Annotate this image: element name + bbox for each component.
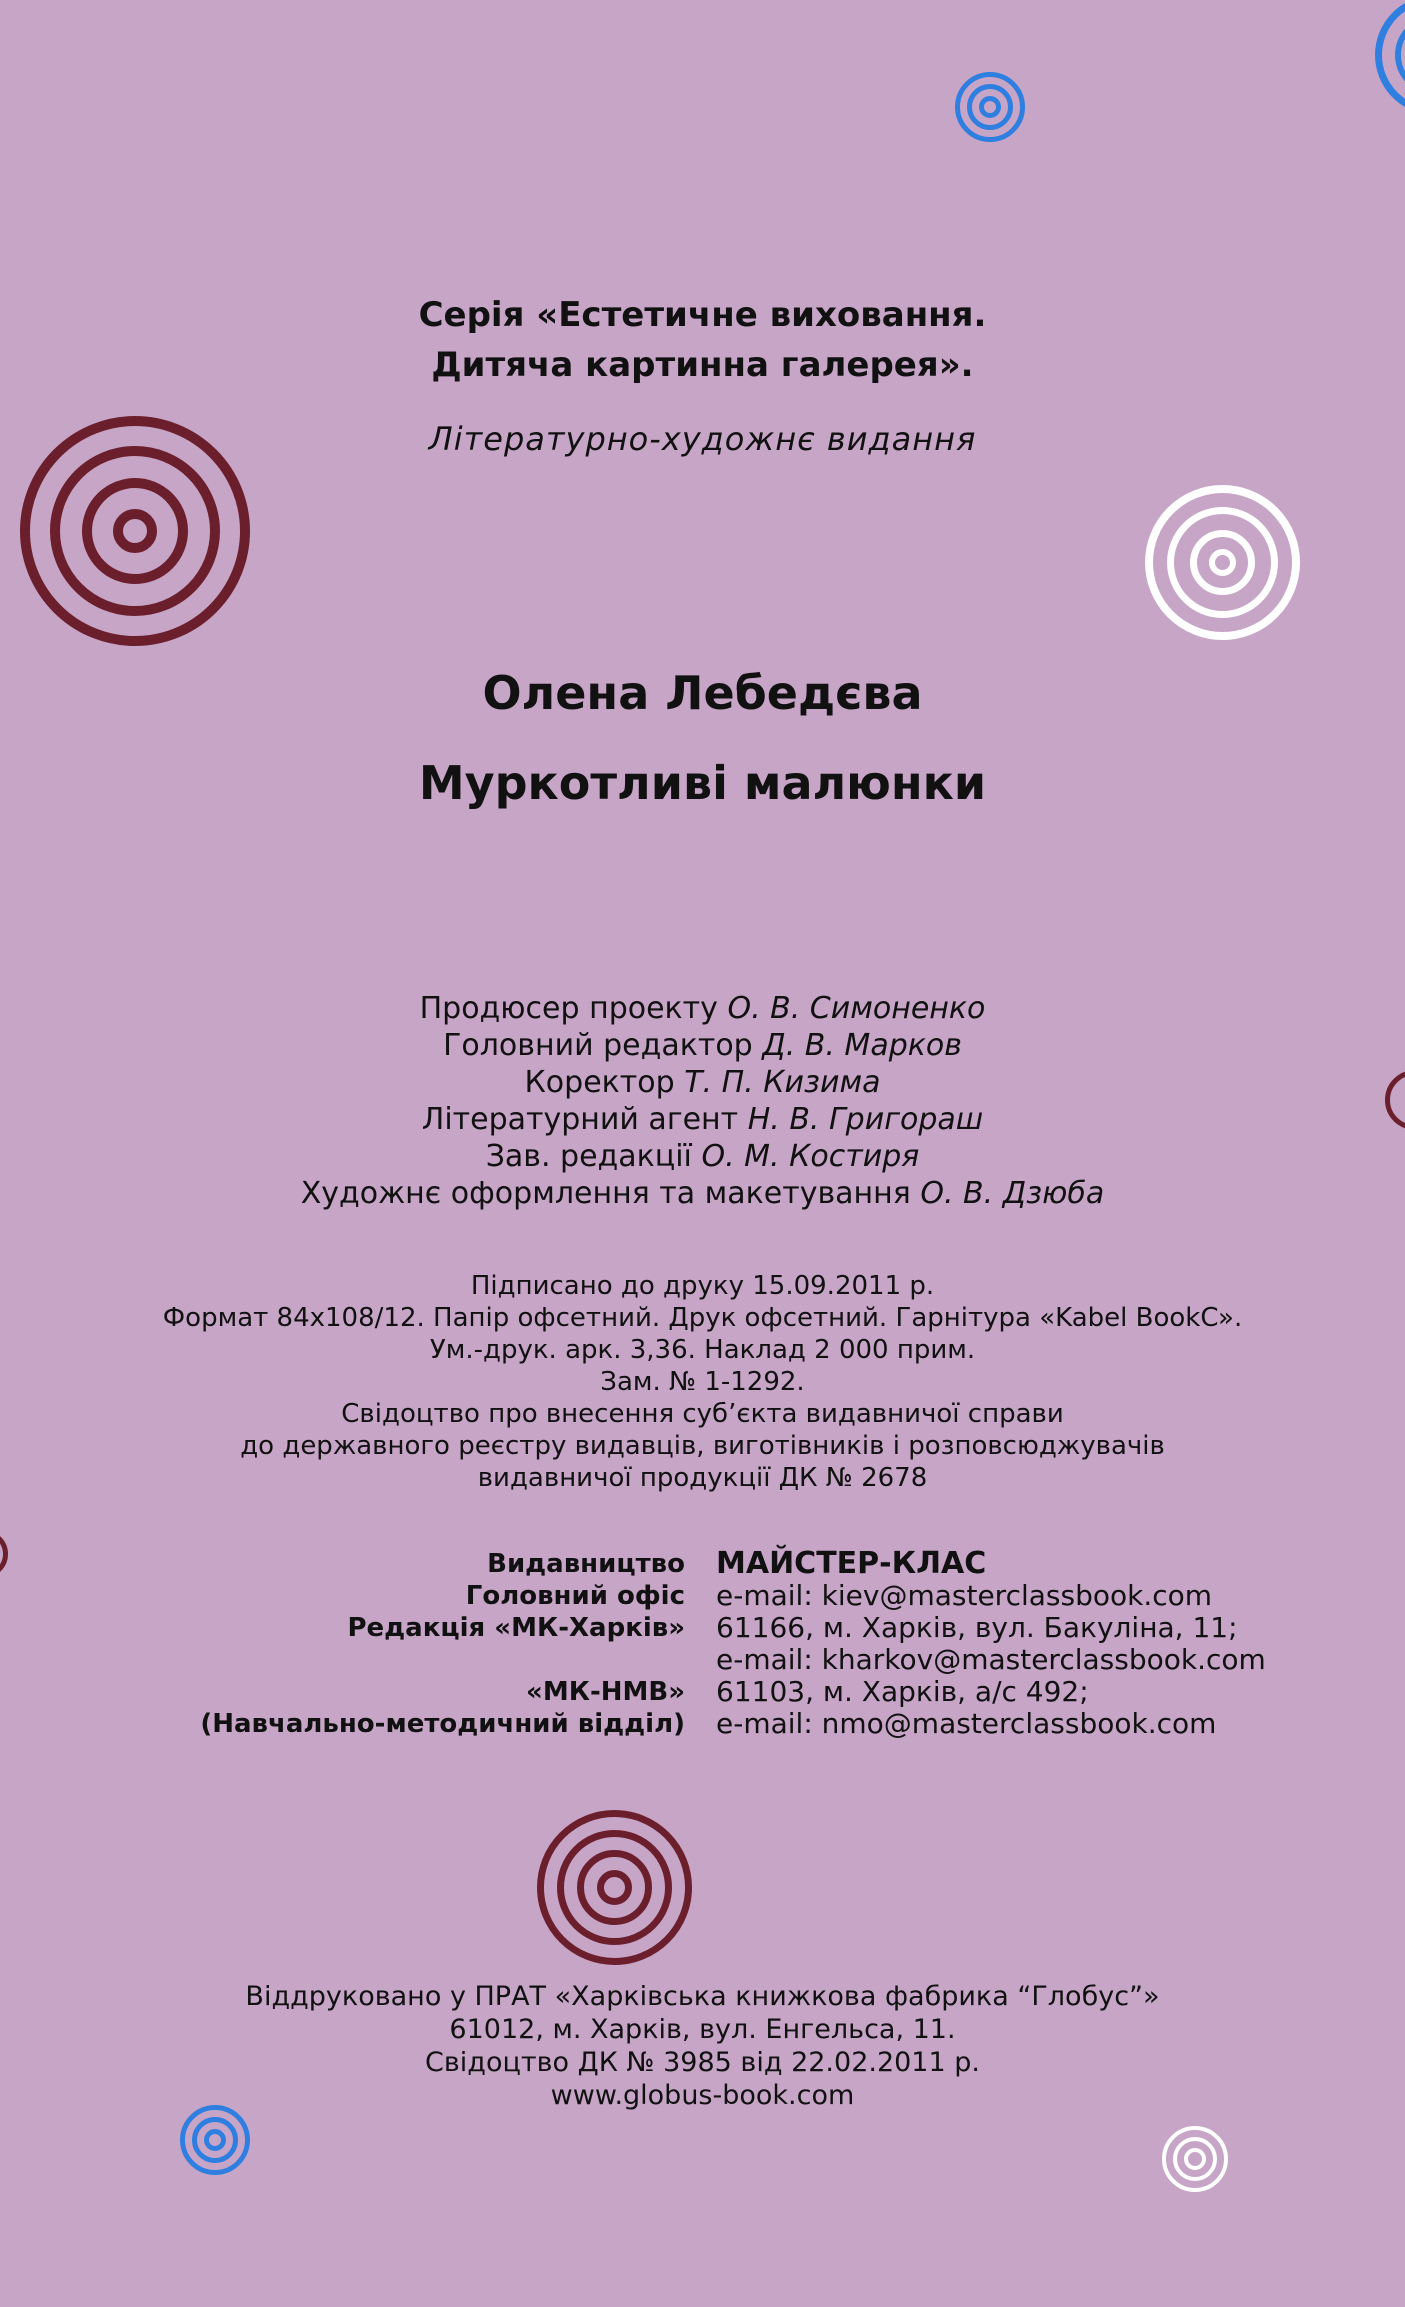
- publisher-label: Редакція «МК-Харків»: [347, 1613, 685, 1643]
- series-heading: [0, 290, 1405, 390]
- publisher-label: «МК-НМВ»: [526, 1677, 685, 1707]
- credits-list: [0, 990, 1405, 1212]
- contact-line: e-mail: nmo@masterclassbook.com: [716, 1707, 1217, 1740]
- printer-line: Віддруковано у ПРАТ «Харківська книжкова фабрика “Глобус”»: [245, 1981, 1160, 2012]
- publisher-label: Головний офіс: [465, 1581, 685, 1611]
- publisher-label: Видавництво: [487, 1549, 685, 1579]
- printer-info: [0, 1980, 1405, 2112]
- contact-line: 61103, м. Харків, а/с 492;: [716, 1675, 1089, 1708]
- credit-line: Зав. редакції О. М. Костиря: [485, 1139, 920, 1174]
- credit-line: Коректор Т. П. Кизима: [524, 1065, 881, 1100]
- publisher-brand: МАЙСТЕР-КЛАС: [716, 1546, 987, 1581]
- contact-line: e-mail: kiev@masterclassbook.com: [716, 1579, 1213, 1612]
- concentric-circle-icon: [0, 1530, 8, 1578]
- author-name: Олена Лебедєва: [482, 666, 923, 720]
- publisher-contacts: [716, 1548, 1266, 1740]
- credit-line: Літературний агент Н. В. Григораш: [421, 1102, 984, 1137]
- imprint-line: Зам. № 1-1292.: [600, 1367, 805, 1397]
- credit-line: Головний редактор Д. В. Марков: [443, 1028, 962, 1063]
- imprint-line: Формат 84x108/12. Папір офсетний. Друк офсетний. Гарнітура «Kabel BookC».: [162, 1303, 1243, 1333]
- imprint-line: Ум.-друк. арк. 3,36. Наклад 2 000 прим.: [429, 1335, 976, 1365]
- printer-line: Свідоцтво ДК № 3985 від 22.02.2011 р.: [425, 2047, 980, 2078]
- imprint-line: Підписано до друку 15.09.2011 р.: [470, 1271, 935, 1301]
- printer-website: www.globus-book.com: [550, 2080, 855, 2111]
- imprint-line: видавничої продукції ДК № 2678: [477, 1463, 928, 1493]
- imprint-line: до державного реєстру видавців, виготівників і розповсюджувачів: [240, 1431, 1165, 1461]
- printer-line: 61012, м. Харків, вул. Енгельса, 11.: [449, 2014, 956, 2045]
- book-title: Муркотливі малюнки: [418, 756, 987, 810]
- genre-label: Літературно-художнє видання: [428, 420, 977, 458]
- publisher-label: (Навчально-методичний відділ): [200, 1709, 685, 1739]
- credit-line: Художнє оформлення та макетування О. В. Дзюба: [300, 1176, 1105, 1211]
- credit-line: Продюсер проекту О. В. Симоненко: [419, 991, 986, 1026]
- publisher-labels: [200, 1548, 685, 1740]
- series-line-2: Дитяча картинна галерея».: [431, 345, 974, 385]
- contact-line: e-mail: kharkov@masterclassbook.com: [716, 1643, 1266, 1676]
- imprint-line: Свідоцтво про внесення суб’єкта видавничої справи: [341, 1399, 1064, 1429]
- series-line-1: Серія «Естетичне виховання.: [418, 295, 987, 335]
- contact-line: 61166, м. Харків, вул. Бакуліна, 11;: [716, 1611, 1238, 1644]
- imprint-details: [0, 1270, 1405, 1494]
